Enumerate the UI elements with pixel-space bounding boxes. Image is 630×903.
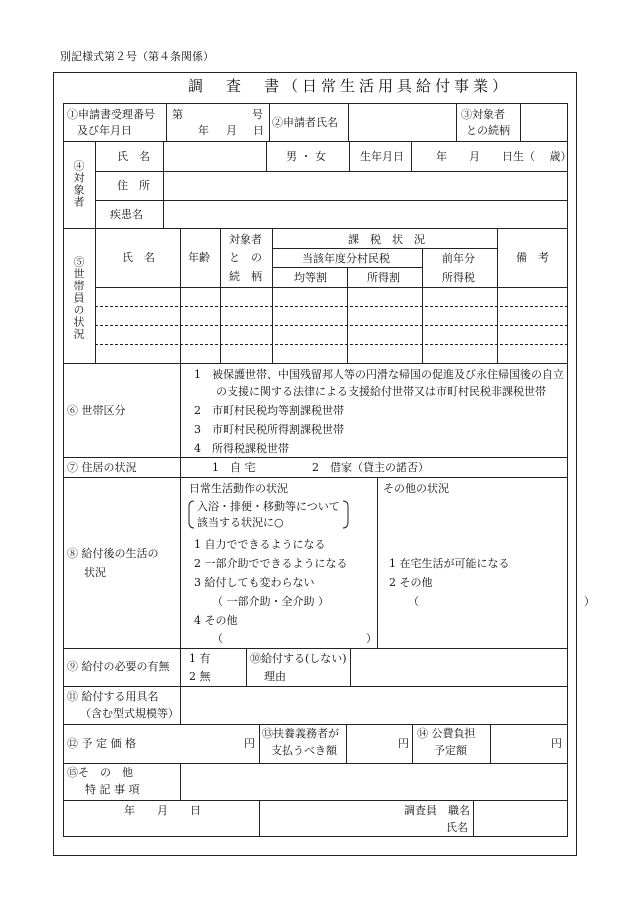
reason-label-2: 理由 — [264, 670, 286, 683]
support-payment-unit: 円 — [398, 737, 409, 750]
equipment-label: ⑪ 給付する用具名 — [67, 690, 159, 703]
category-item-4: 4 所得税課税世帯 — [194, 442, 289, 455]
household-section-label: ⑤世帯員の状況 — [72, 256, 85, 340]
applicant-name-label: ②申請者氏名 — [272, 116, 338, 129]
equal-split-header: 均等割 — [294, 271, 327, 284]
sex-options: 男 ・ 女 — [286, 150, 326, 163]
public-burden-label: ⑭ 公費負担 — [417, 727, 476, 740]
subject-name-label: 氏 名 — [117, 150, 150, 163]
daily-item-4: 4 その他 — [194, 614, 238, 627]
necessity-label: ⑨ 給付の必要の有無 — [67, 660, 170, 673]
daily-item-3: 3 給付しても変わらない — [194, 576, 315, 589]
day-unit: 日 — [253, 124, 264, 137]
other-item-1: 1 在宅生活が可能になる — [389, 557, 510, 570]
after-life-label-2: 状況 — [84, 566, 106, 579]
housing-option-rented: 2 借家（貸主の諾否） — [312, 461, 429, 474]
necessity-yes: 1 有 — [189, 652, 211, 665]
household-relation-column: 対象者 — [229, 233, 262, 246]
relationship-label-2: との続柄 — [466, 124, 510, 137]
tax-status-header: 課 税 状 況 — [348, 233, 425, 246]
form-reference: 別記様式第２号（第４条関係） — [60, 50, 214, 63]
month-unit: 月 — [226, 124, 237, 137]
public-burden-unit: 円 — [551, 737, 562, 750]
current-year-tax-header: 当該年度分村民税 — [302, 252, 390, 265]
household-name-column: 氏 名 — [122, 251, 155, 264]
address-label: 住 所 — [117, 179, 150, 192]
income-tax-header: 所得税 — [442, 271, 475, 284]
number-prefix: 第 — [172, 108, 183, 121]
remarks-header: 備 考 — [516, 251, 549, 264]
household-age-column: 年齢 — [188, 251, 210, 264]
investigator-name-label: 氏名 — [446, 821, 468, 834]
income-split-header: 所得割 — [367, 271, 400, 284]
dob-label: 生年月日 — [360, 150, 404, 163]
after-life-label: ⑧ 給付後の生活の — [67, 547, 159, 560]
disease-label: 疾患名 — [110, 208, 143, 221]
category-item-1: 1 被保護世帯、中国残留邦人等の円滑な帰国の促進及び永住帰国後の自立 の支援に関する法律による支援給付世帯又は市町村民税非課税世帯 — [194, 368, 564, 398]
year-unit: 年 — [198, 124, 209, 137]
daily-activity-title: 日常生活動作の状況 — [189, 482, 288, 495]
planned-price-unit: 円 — [244, 737, 255, 750]
daily-item-4-blank: （ ） — [212, 632, 377, 645]
housing-option-own: 1 自 宅 — [212, 461, 256, 474]
daily-activity-note-2: 該当する状況に○ — [197, 516, 284, 529]
support-payment-label-2: 支払うべき額 — [271, 744, 337, 757]
other-item-2: 2 その他 — [389, 576, 433, 589]
investigator-title-label: 調査員 職名 — [404, 804, 470, 817]
household-relation-column-3: 続 柄 — [229, 270, 262, 283]
footer-date: 年 月 日 — [124, 804, 201, 817]
daily-item-3-sub: （ 一部介助・全介助 ） — [212, 595, 329, 608]
category-item-3: 3 市町村民税所得割課税世帯 — [194, 423, 344, 436]
public-burden-label-2: 予定額 — [434, 744, 467, 757]
special-notes-label: ⑮そ の 他 — [67, 766, 133, 779]
category-item-2: 2 市町村民税均等割課税世帯 — [194, 404, 344, 417]
planned-price-label: ⑫ 予 定 価 格 — [67, 737, 136, 750]
dob-value: 年 月 日生（ 歳） — [436, 150, 572, 163]
other-status-title: その他の状況 — [383, 482, 449, 495]
other-item-2-blank: （ ） — [408, 595, 595, 608]
household-relation-column-2: と の — [229, 251, 262, 264]
special-notes-label-2: 特 記 事 項 — [85, 783, 140, 796]
application-number-label: ①申請書受理番号 — [67, 108, 155, 121]
prev-year-header: 前年分 — [442, 252, 475, 265]
daily-item-1: 1 自力でできるようになる — [194, 538, 326, 551]
necessity-no: 2 無 — [189, 670, 211, 683]
application-date-label: 及び年月日 — [77, 124, 132, 137]
household-category-label: ⑥ 世帯区分 — [67, 404, 126, 417]
page-title: 調 査 書（日常生活用具給付事業） — [188, 77, 512, 95]
number-suffix: 号 — [252, 108, 263, 121]
support-payment-label: ⑬扶養義務者が — [262, 727, 339, 740]
relationship-label: ③対象者 — [461, 108, 505, 121]
daily-activity-note-1: 入浴・排便・移動等について — [197, 500, 340, 513]
daily-item-2: 2 一部介助でできるようになる — [194, 557, 348, 570]
subject-section-label: ④対象者 — [72, 160, 85, 208]
equipment-label-2: （含む型式規模等） — [80, 707, 179, 720]
housing-label: ⑦ 住居の状況 — [67, 461, 137, 474]
reason-label: ⑩給付する(しない) — [250, 652, 347, 665]
